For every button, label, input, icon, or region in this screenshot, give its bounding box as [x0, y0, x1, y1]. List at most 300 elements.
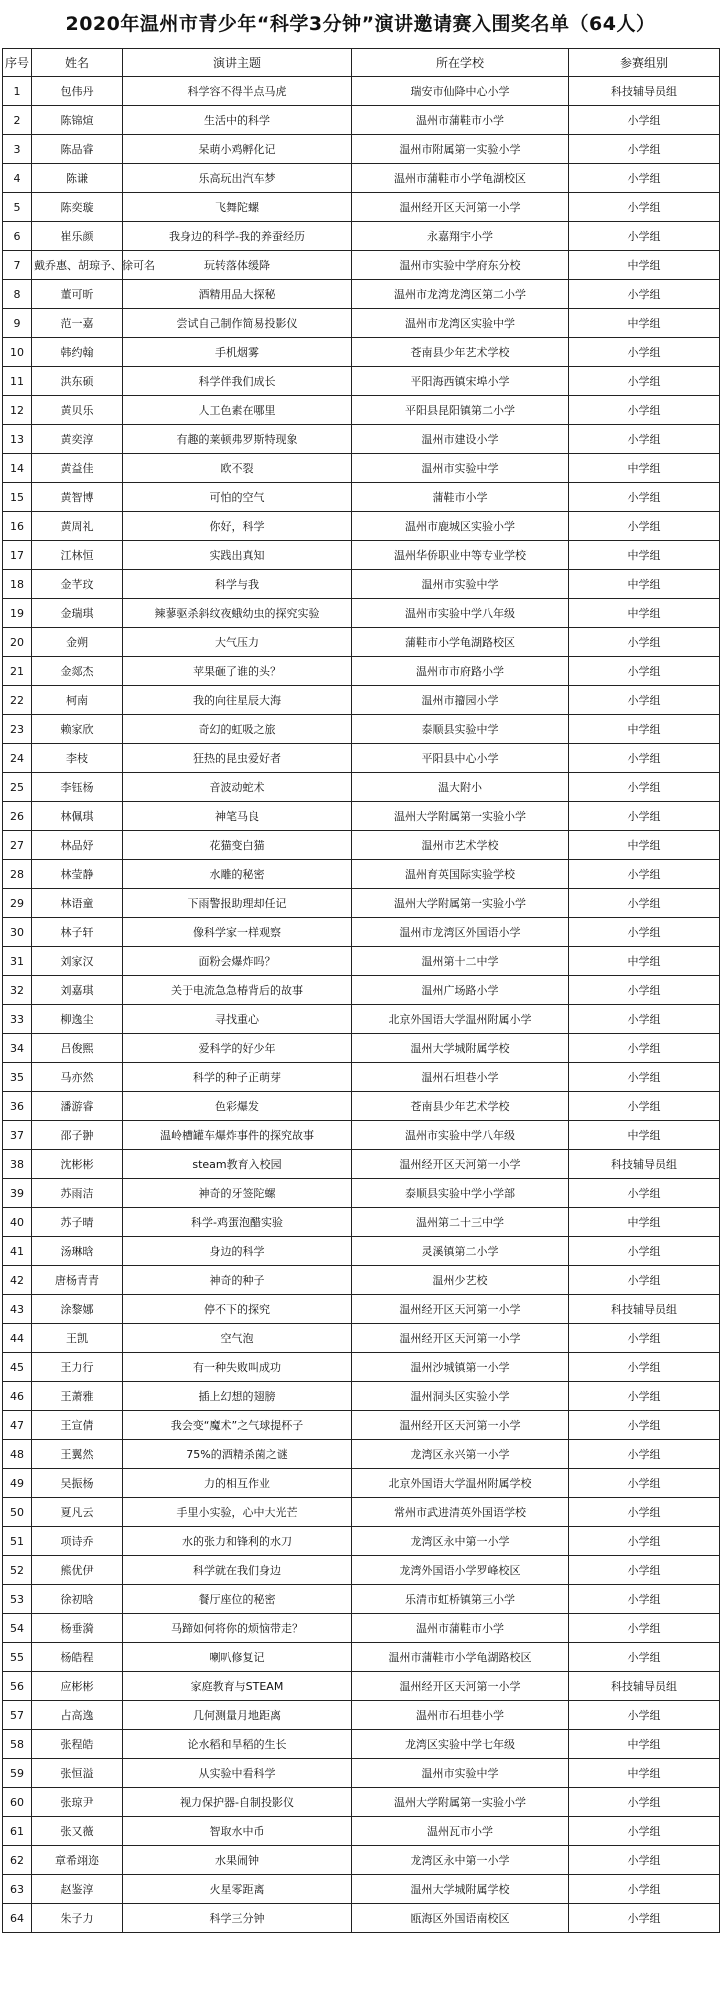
cell-index: 22 [3, 686, 32, 715]
cell-school: 常州市武进清英外国语学校 [352, 1498, 569, 1527]
table-row [3, 1498, 720, 1527]
table-row [3, 1730, 720, 1759]
cell-index: 57 [3, 1701, 32, 1730]
cell-group: 小学组 [569, 686, 720, 715]
cell-topic: 爱科学的好少年 [123, 1034, 352, 1063]
cell-index: 49 [3, 1469, 32, 1498]
cell-group: 小学组 [569, 976, 720, 1005]
cell-group: 小学组 [569, 106, 720, 135]
cell-group: 小学组 [569, 367, 720, 396]
cell-name: 董可昕 [32, 280, 123, 309]
cell-index: 27 [3, 831, 32, 860]
cell-school: 龙湾区永兴第一小学 [352, 1440, 569, 1469]
cell-school: 温州市实验中学八年级 [352, 599, 569, 628]
cell-index: 1 [3, 77, 32, 106]
cell-school: 温州大学城附属学校 [352, 1034, 569, 1063]
cell-school: 温州大学附属第一实验小学 [352, 889, 569, 918]
cell-school: 温州市蒲鞋市小学龟湖校区 [352, 164, 569, 193]
cell-name: 金郯杰 [32, 657, 123, 686]
cell-group: 小学组 [569, 1440, 720, 1469]
cell-school: 龙湾区永中第一小学 [352, 1846, 569, 1875]
table-row [3, 1846, 720, 1875]
cell-group: 小学组 [569, 1179, 720, 1208]
cell-name: 马亦然 [32, 1063, 123, 1092]
cell-school: 温州广场路小学 [352, 976, 569, 1005]
cell-school: 温州瓦市小学 [352, 1817, 569, 1846]
cell-index: 52 [3, 1556, 32, 1585]
cell-name: 杨垂漪 [32, 1614, 123, 1643]
cell-index: 35 [3, 1063, 32, 1092]
cell-group: 小学组 [569, 1643, 720, 1672]
cell-school: 瑞安市仙降中心小学 [352, 77, 569, 106]
cell-school: 北京外国语大学温州附属小学 [352, 1005, 569, 1034]
cell-name: 江林恒 [32, 541, 123, 570]
cell-group: 中学组 [569, 541, 720, 570]
cell-school: 泰顺县实验中学小学部 [352, 1179, 569, 1208]
cell-name: 金瑞琪 [32, 599, 123, 628]
cell-name: 潘游睿 [32, 1092, 123, 1121]
cell-name: 柯南 [32, 686, 123, 715]
cell-topic: 奇幻的虹吸之旅 [123, 715, 352, 744]
cell-group: 小学组 [569, 1063, 720, 1092]
table-row [3, 396, 720, 425]
cell-index: 25 [3, 773, 32, 802]
table-row [3, 1121, 720, 1150]
cell-topic: 玩转落体缓降 [123, 251, 352, 280]
cell-name: 陈奕璇 [32, 193, 123, 222]
cell-name: 沈彬彬 [32, 1150, 123, 1179]
cell-school: 北京外国语大学温州附属学校 [352, 1469, 569, 1498]
cell-topic: 手机烟雾 [123, 338, 352, 367]
cell-topic: 力的相互作业 [123, 1469, 352, 1498]
cell-topic: 花猫变白猫 [123, 831, 352, 860]
cell-index: 30 [3, 918, 32, 947]
cell-index: 18 [3, 570, 32, 599]
cell-name: 王宣倩 [32, 1411, 123, 1440]
cell-group: 小学组 [569, 193, 720, 222]
cell-name: 赖家欣 [32, 715, 123, 744]
table-row [3, 1382, 720, 1411]
cell-index: 7 [3, 251, 32, 280]
cell-index: 37 [3, 1121, 32, 1150]
cell-index: 44 [3, 1324, 32, 1353]
cell-group: 中学组 [569, 1759, 720, 1788]
cell-name: 吴振杨 [32, 1469, 123, 1498]
cell-topic: 实践出真知 [123, 541, 352, 570]
cell-index: 50 [3, 1498, 32, 1527]
cell-index: 4 [3, 164, 32, 193]
table-row [3, 1208, 720, 1237]
cell-school: 温州市龙湾区外国语小学 [352, 918, 569, 947]
table-row [3, 1092, 720, 1121]
cell-group: 小学组 [569, 1846, 720, 1875]
cell-name: 熊优伊 [32, 1556, 123, 1585]
cell-topic: 火星零距离 [123, 1875, 352, 1904]
table-row [3, 1875, 720, 1904]
cell-school: 温州市实验中学 [352, 1759, 569, 1788]
document-title: 2020年温州市青少年“科学3分钟”演讲邀请赛入围奖名单（64人） [65, 13, 656, 35]
cell-index: 51 [3, 1527, 32, 1556]
cell-group: 小学组 [569, 1469, 720, 1498]
cell-name: 夏凡云 [32, 1498, 123, 1527]
cell-topic: 辣蓼驱杀斜纹夜蛾幼虫的探究实验 [123, 599, 352, 628]
table-row [3, 1759, 720, 1788]
cell-school: 温州经开区天河第一小学 [352, 1295, 569, 1324]
cell-topic: 狂热的昆虫爱好者 [123, 744, 352, 773]
cell-school: 永嘉翔宇小学 [352, 222, 569, 251]
table-row [3, 1440, 720, 1469]
table-row [3, 367, 720, 396]
table-row [3, 512, 720, 541]
winners-table [2, 48, 720, 1933]
cell-name: 徐初晗 [32, 1585, 123, 1614]
cell-group: 小学组 [569, 1411, 720, 1440]
cell-group: 小学组 [569, 860, 720, 889]
cell-index: 39 [3, 1179, 32, 1208]
table-row [3, 425, 720, 454]
table-row [3, 831, 720, 860]
cell-topic: 喇叭修复记 [123, 1643, 352, 1672]
table-row [3, 599, 720, 628]
table-row [3, 164, 720, 193]
cell-school: 苍南县少年艺术学校 [352, 338, 569, 367]
cell-group: 科技辅导员组 [569, 1295, 720, 1324]
cell-group: 小学组 [569, 1556, 720, 1585]
cell-name: 包伟丹 [32, 77, 123, 106]
cell-name: 黄益佳 [32, 454, 123, 483]
cell-index: 34 [3, 1034, 32, 1063]
table-row [3, 1614, 720, 1643]
cell-topic: 几何测量月地距离 [123, 1701, 352, 1730]
cell-index: 62 [3, 1846, 32, 1875]
cell-index: 38 [3, 1150, 32, 1179]
cell-index: 6 [3, 222, 32, 251]
cell-name: 崔乐颜 [32, 222, 123, 251]
cell-topic: 科学的种子正萌芽 [123, 1063, 352, 1092]
cell-index: 36 [3, 1092, 32, 1121]
cell-index: 47 [3, 1411, 32, 1440]
table-row [3, 773, 720, 802]
cell-school: 温州市龙湾龙湾区第二小学 [352, 280, 569, 309]
cell-school: 温州第二十三中学 [352, 1208, 569, 1237]
cell-name: 涂黎娜 [32, 1295, 123, 1324]
table-row [3, 570, 720, 599]
cell-index: 2 [3, 106, 32, 135]
cell-topic: 有趣的莱顿弗罗斯特现象 [123, 425, 352, 454]
table-row [3, 251, 720, 280]
table-row [3, 1556, 720, 1585]
cell-topic: 下雨警报助理却任记 [123, 889, 352, 918]
cell-name: 张又薇 [32, 1817, 123, 1846]
table-row [3, 744, 720, 773]
cell-group: 中学组 [569, 1730, 720, 1759]
cell-index: 46 [3, 1382, 32, 1411]
header-group: 参赛组别 [569, 49, 720, 77]
cell-group: 科技辅导员组 [569, 1672, 720, 1701]
cell-school: 龙湾区永中第一小学 [352, 1527, 569, 1556]
cell-name: 黄奕淳 [32, 425, 123, 454]
table-row [3, 715, 720, 744]
cell-group: 小学组 [569, 1237, 720, 1266]
cell-school: 温州经开区天河第一小学 [352, 1672, 569, 1701]
cell-name: 陈品睿 [32, 135, 123, 164]
cell-group: 中学组 [569, 1121, 720, 1150]
cell-school: 龙湾外国语小学罗峰校区 [352, 1556, 569, 1585]
cell-school: 温州市实验中学八年级 [352, 1121, 569, 1150]
cell-topic: 水雕的秘密 [123, 860, 352, 889]
cell-school: 温州大学城附属学校 [352, 1875, 569, 1904]
table-row [3, 1324, 720, 1353]
cell-topic: 水果闹钟 [123, 1846, 352, 1875]
cell-group: 小学组 [569, 280, 720, 309]
cell-group: 小学组 [569, 425, 720, 454]
cell-school: 温州洞头区实验小学 [352, 1382, 569, 1411]
cell-topic: 人工色素在哪里 [123, 396, 352, 425]
cell-school: 温州育英国际实验学校 [352, 860, 569, 889]
cell-topic: 温岭槽罐车爆炸事件的探究故事 [123, 1121, 352, 1150]
cell-school: 温州市蒲鞋市小学龟湖路校区 [352, 1643, 569, 1672]
cell-index: 20 [3, 628, 32, 657]
cell-school: 温州沙城镇第一小学 [352, 1353, 569, 1382]
cell-group: 小学组 [569, 1353, 720, 1382]
table-row [3, 280, 720, 309]
cell-topic: 尝试自己制作简易投影仪 [123, 309, 352, 338]
cell-index: 9 [3, 309, 32, 338]
cell-group: 小学组 [569, 657, 720, 686]
table-row [3, 454, 720, 483]
table-row [3, 1904, 720, 1933]
cell-topic: 我的向往星辰大海 [123, 686, 352, 715]
cell-index: 60 [3, 1788, 32, 1817]
table-row [3, 1179, 720, 1208]
cell-index: 26 [3, 802, 32, 831]
cell-name: 汤琳晗 [32, 1237, 123, 1266]
cell-topic: 科学与我 [123, 570, 352, 599]
cell-index: 8 [3, 280, 32, 309]
cell-school: 温州石坦巷小学 [352, 1063, 569, 1092]
cell-index: 5 [3, 193, 32, 222]
cell-index: 56 [3, 1672, 32, 1701]
table-row [3, 802, 720, 831]
cell-name: 黄贝乐 [32, 396, 123, 425]
cell-topic: 欧不裂 [123, 454, 352, 483]
cell-school: 温州经开区天河第一小学 [352, 193, 569, 222]
table-row [3, 1295, 720, 1324]
cell-name: 陈锦煊 [32, 106, 123, 135]
cell-name: 黄周礼 [32, 512, 123, 541]
cell-topic: 神奇的牙签陀螺 [123, 1179, 352, 1208]
header-name: 姓名 [32, 49, 123, 77]
table-row [3, 976, 720, 1005]
cell-group: 小学组 [569, 1817, 720, 1846]
cell-topic: 水的张力和锋利的水刀 [123, 1527, 352, 1556]
cell-topic: 从实验中看科学 [123, 1759, 352, 1788]
cell-school: 蒲鞋市小学 [352, 483, 569, 512]
table-row [3, 657, 720, 686]
cell-school: 温州市鹿城区实验小学 [352, 512, 569, 541]
cell-group: 小学组 [569, 1092, 720, 1121]
cell-topic: 呆萌小鸡孵化记 [123, 135, 352, 164]
table-row [3, 338, 720, 367]
cell-index: 3 [3, 135, 32, 164]
table-row [3, 1469, 720, 1498]
cell-topic: steam教育入校园 [123, 1150, 352, 1179]
cell-group: 科技辅导员组 [569, 77, 720, 106]
cell-name: 林佩琪 [32, 802, 123, 831]
cell-name: 唐杨青青 [32, 1266, 123, 1295]
cell-topic: 音波动蛇术 [123, 773, 352, 802]
cell-index: 29 [3, 889, 32, 918]
cell-school: 温州市艺术学校 [352, 831, 569, 860]
table-row [3, 1266, 720, 1295]
cell-group: 小学组 [569, 1382, 720, 1411]
cell-name: 王凯 [32, 1324, 123, 1353]
cell-group: 小学组 [569, 1266, 720, 1295]
cell-topic: 马蹄如何将你的烦恼带走？ [123, 1614, 352, 1643]
cell-index: 59 [3, 1759, 32, 1788]
cell-school: 温州经开区天河第一小学 [352, 1150, 569, 1179]
cell-topic: 我身边的科学-我的养蚕经历 [123, 222, 352, 251]
cell-name: 邵子翀 [32, 1121, 123, 1150]
cell-group: 中学组 [569, 309, 720, 338]
cell-name: 王翼然 [32, 1440, 123, 1469]
cell-name: 张恒溢 [32, 1759, 123, 1788]
cell-topic: 餐厅座位的秘密 [123, 1585, 352, 1614]
cell-group: 小学组 [569, 483, 720, 512]
cell-school: 温州市籀园小学 [352, 686, 569, 715]
table-row [3, 1034, 720, 1063]
cell-topic: 论水稻和旱稻的生长 [123, 1730, 352, 1759]
cell-index: 33 [3, 1005, 32, 1034]
cell-group: 中学组 [569, 947, 720, 976]
cell-group: 小学组 [569, 1498, 720, 1527]
cell-topic: 可怕的空气 [123, 483, 352, 512]
table-row [3, 1817, 720, 1846]
header-topic: 演讲主题 [123, 49, 352, 77]
cell-group: 小学组 [569, 512, 720, 541]
cell-index: 58 [3, 1730, 32, 1759]
cell-topic: 大气压力 [123, 628, 352, 657]
cell-index: 12 [3, 396, 32, 425]
cell-topic: 智取水中币 [123, 1817, 352, 1846]
table-row [3, 309, 720, 338]
cell-name: 章希翊迩 [32, 1846, 123, 1875]
cell-topic: 空气泡 [123, 1324, 352, 1353]
cell-school: 平阳海西镇宋埠小学 [352, 367, 569, 396]
cell-name: 李枝 [32, 744, 123, 773]
cell-name: 柳逸尘 [32, 1005, 123, 1034]
cell-topic: 色彩爆发 [123, 1092, 352, 1121]
table-row [3, 628, 720, 657]
cell-group: 小学组 [569, 1904, 720, 1933]
cell-topic: 生活中的科学 [123, 106, 352, 135]
cell-school: 温州经开区天河第一小学 [352, 1324, 569, 1353]
cell-topic: 视力保护器-自制投影仪 [123, 1788, 352, 1817]
cell-group: 小学组 [569, 222, 720, 251]
cell-topic: 停不下的探究 [123, 1295, 352, 1324]
table-header-row [3, 49, 720, 77]
cell-topic: 像科学家一样观察 [123, 918, 352, 947]
cell-school: 温州市蒲鞋市小学 [352, 106, 569, 135]
cell-group: 小学组 [569, 164, 720, 193]
cell-index: 61 [3, 1817, 32, 1846]
cell-school: 温州大学附属第一实验小学 [352, 802, 569, 831]
cell-group: 小学组 [569, 1034, 720, 1063]
table-row [3, 889, 720, 918]
cell-topic: 你好，科学 [123, 512, 352, 541]
cell-group: 小学组 [569, 918, 720, 947]
cell-topic: 我会变“魔术”之气球提杯子 [123, 1411, 352, 1440]
cell-name: 苏雨洁 [32, 1179, 123, 1208]
cell-school: 温大附小 [352, 773, 569, 802]
cell-topic: 科学就在我们身边 [123, 1556, 352, 1585]
cell-name: 陈谦 [32, 164, 123, 193]
cell-index: 23 [3, 715, 32, 744]
cell-group: 中学组 [569, 570, 720, 599]
cell-group: 科技辅导员组 [569, 1150, 720, 1179]
cell-name: 韩约翰 [32, 338, 123, 367]
cell-index: 19 [3, 599, 32, 628]
cell-group: 小学组 [569, 396, 720, 425]
cell-school: 温州市实验中学府东分校 [352, 251, 569, 280]
cell-topic: 飞舞陀螺 [123, 193, 352, 222]
cell-group: 中学组 [569, 1208, 720, 1237]
table-row [3, 1701, 720, 1730]
cell-group: 小学组 [569, 889, 720, 918]
cell-school: 温州经开区天河第一小学 [352, 1411, 569, 1440]
cell-index: 54 [3, 1614, 32, 1643]
cell-group: 小学组 [569, 628, 720, 657]
cell-topic: 75%的酒精杀菌之谜 [123, 1440, 352, 1469]
cell-index: 17 [3, 541, 32, 570]
cell-index: 16 [3, 512, 32, 541]
cell-index: 24 [3, 744, 32, 773]
cell-school: 温州大学附属第一实验小学 [352, 1788, 569, 1817]
cell-school: 温州市建设小学 [352, 425, 569, 454]
table-row [3, 1150, 720, 1179]
cell-name: 张程皓 [32, 1730, 123, 1759]
cell-topic: 神奇的种子 [123, 1266, 352, 1295]
table-row [3, 1411, 720, 1440]
cell-group: 小学组 [569, 1614, 720, 1643]
table-row [3, 222, 720, 251]
cell-name: 李钰杨 [32, 773, 123, 802]
cell-group: 小学组 [569, 1005, 720, 1034]
table-row [3, 1063, 720, 1092]
cell-index: 40 [3, 1208, 32, 1237]
cell-name: 林莹静 [32, 860, 123, 889]
cell-school: 龙湾区实验中学七年级 [352, 1730, 569, 1759]
cell-name: 张琼尹 [32, 1788, 123, 1817]
cell-school: 温州华侨职业中等专业学校 [352, 541, 569, 570]
cell-school: 平阳县昆阳镇第二小学 [352, 396, 569, 425]
table-row [3, 135, 720, 164]
cell-school: 灵溪镇第二小学 [352, 1237, 569, 1266]
table-row [3, 1672, 720, 1701]
cell-topic: 有一种失败叫成功 [123, 1353, 352, 1382]
cell-group: 中学组 [569, 251, 720, 280]
cell-topic: 手里小实验，心中大光芒 [123, 1498, 352, 1527]
cell-group: 小学组 [569, 1788, 720, 1817]
cell-group: 中学组 [569, 831, 720, 860]
cell-school: 温州市市府路小学 [352, 657, 569, 686]
cell-topic: 面粉会爆炸吗？ [123, 947, 352, 976]
cell-name: 朱子力 [32, 1904, 123, 1933]
table-row [3, 686, 720, 715]
table-row [3, 947, 720, 976]
cell-name: 占高逸 [32, 1701, 123, 1730]
table-row [3, 541, 720, 570]
